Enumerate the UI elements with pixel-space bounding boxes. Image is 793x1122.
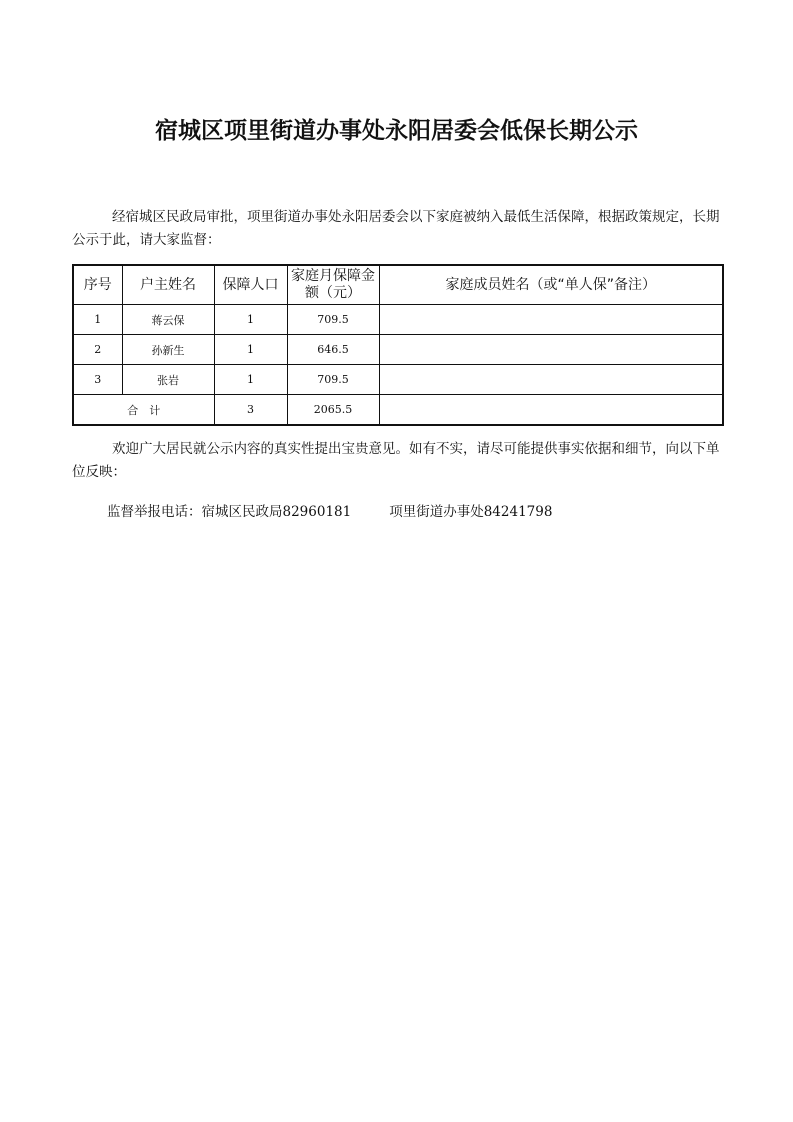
table-row — [73, 335, 723, 365]
page-title: 宿城区项里街道办事处永阳居委会低保长期公示 — [155, 117, 638, 144]
cell-householder: 孙新生 — [122, 335, 214, 365]
header-serial: 序号 — [73, 265, 122, 305]
table-total-row — [73, 395, 723, 426]
total-monthly-amount: 2065.5 — [287, 395, 379, 426]
table-header-row — [73, 265, 723, 305]
contact-civil-affairs: 宿城区民政局82960181 — [201, 504, 352, 520]
intro-paragraph: 经宿城区民政局审批，项里街道办事处永阳居委会以下家庭被纳入最低生活保障，根据政策规定，长期公示于此，请大家监督： — [72, 209, 720, 248]
table-row — [73, 365, 723, 395]
cell-householder: 张岩 — [122, 365, 214, 395]
cell-monthly-amount: 646.5 — [287, 335, 379, 365]
cell-family-members — [379, 365, 723, 395]
cell-covered-people: 1 — [214, 335, 287, 365]
header-householder: 户主姓名 — [122, 265, 214, 305]
feedback-paragraph: 欢迎广大居民就公示内容的真实性提出宝贵意见。如有不实，请尽可能提供事实依据和细节，向以下单位反映： — [72, 441, 720, 480]
total-family-members — [379, 395, 723, 426]
cell-serial: 1 — [73, 305, 122, 335]
subsidy-table — [72, 264, 724, 426]
contact-label: 监督举报电话： — [107, 504, 202, 520]
header-monthly-amount: 家庭月保障金额（元） — [287, 265, 379, 305]
contact-line — [107, 500, 552, 520]
cell-covered-people: 1 — [214, 305, 287, 335]
header-covered-people: 保障人口 — [214, 265, 287, 305]
cell-serial: 3 — [73, 365, 122, 395]
header-family-members: 家庭成员姓名（或“单人保”备注） — [379, 265, 723, 305]
cell-householder: 蒋云保 — [122, 305, 214, 335]
cell-family-members — [379, 335, 723, 365]
total-covered-people: 3 — [214, 395, 287, 426]
total-label: 合 计 — [73, 395, 214, 426]
cell-monthly-amount: 709.5 — [287, 365, 379, 395]
cell-serial: 2 — [73, 335, 122, 365]
table-row — [73, 305, 723, 335]
contact-street-office: 项里街道办事处84241798 — [389, 504, 553, 520]
cell-family-members — [379, 305, 723, 335]
cell-monthly-amount: 709.5 — [287, 305, 379, 335]
cell-covered-people: 1 — [214, 365, 287, 395]
